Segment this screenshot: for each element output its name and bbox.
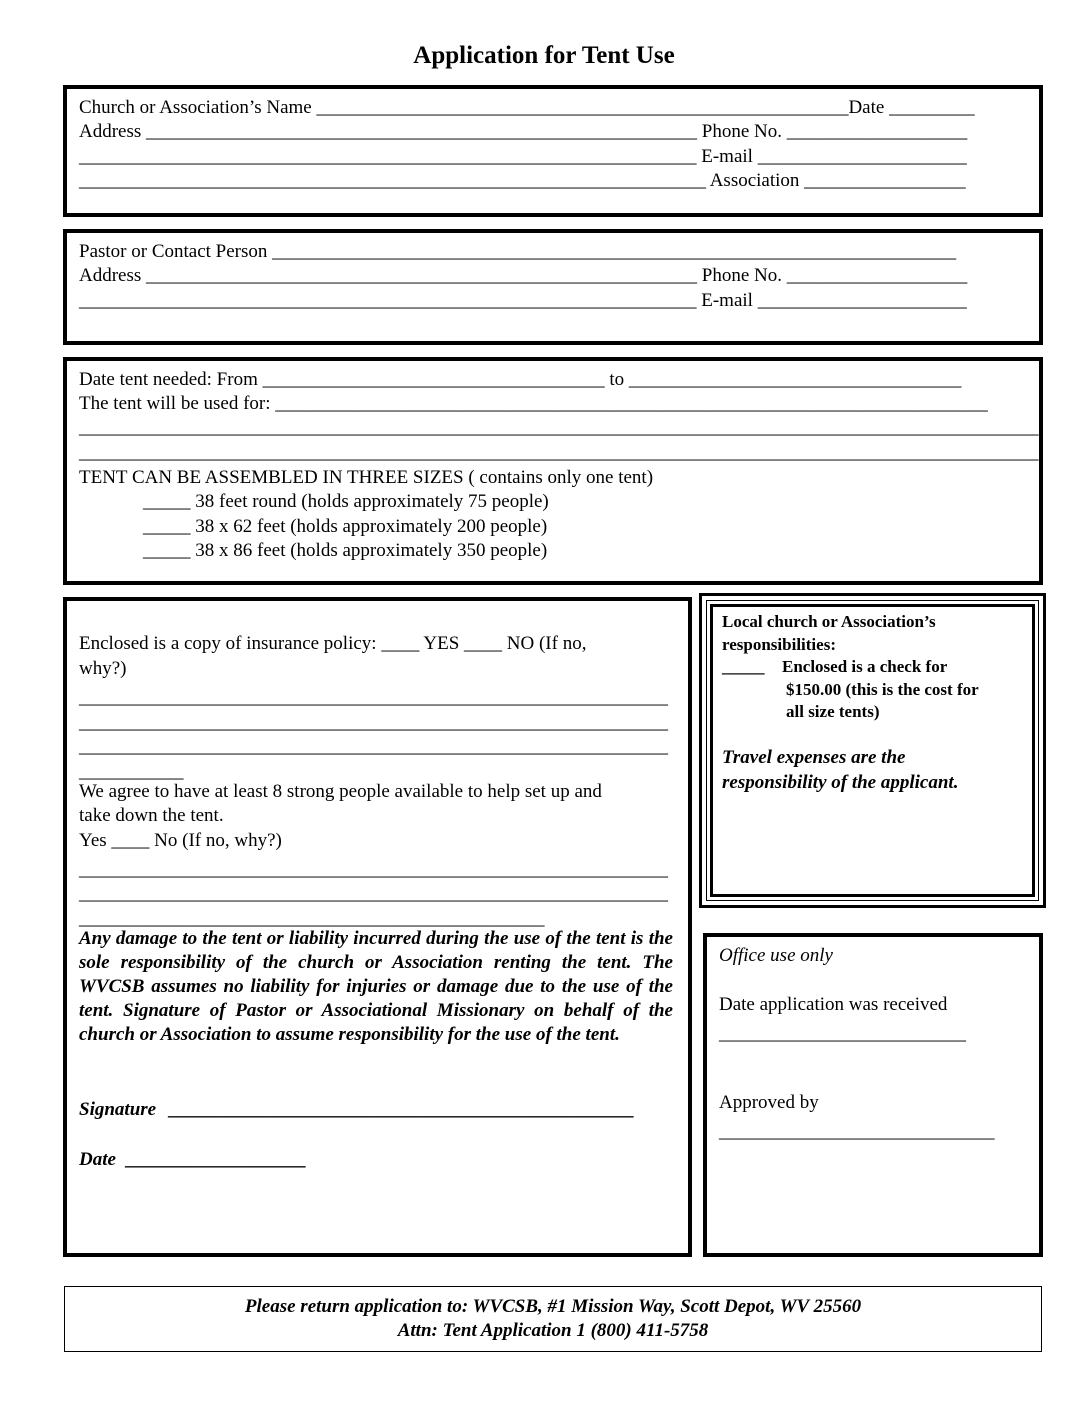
contact-email-line[interactable]: _________________________________________________________________ E-mail ______________________	[79, 290, 967, 311]
check-text: Enclosed is a check for	[782, 657, 948, 676]
return-attention: Attn: Tent Application 1 (800) 411-5758	[397, 1320, 709, 1341]
date-label: Date	[79, 1149, 116, 1170]
tent-use-line-3[interactable]: _____________________________________________________________________________________________________	[79, 442, 1039, 463]
insurance-question[interactable]: Enclosed is a copy of insurance policy: ____ YES ____ NO (If no,	[79, 633, 587, 654]
agreement-text: We agree to have at least 8 strong people available to help set up and	[79, 781, 602, 802]
church-address-line[interactable]: Address __________________________________________________________ Phone No. ___________________	[79, 121, 968, 142]
check-note: all size tents)	[786, 702, 880, 721]
tent-size-option-2[interactable]: _____ 38 x 62 feet (holds approximately 200 people)	[143, 516, 548, 537]
agreement-text-cont: take down the tent.	[79, 805, 224, 826]
insurance-reason-line-4[interactable]: ___________	[79, 761, 184, 782]
agreement-reason-line-2[interactable]: ______________________________________________________________	[79, 883, 668, 904]
approved-by-line[interactable]: _____________________________	[719, 1121, 995, 1142]
date-needed-line[interactable]: Date tent needed: From ____________________________________ to ___________________________________	[79, 369, 962, 390]
agreement-reason-line-1[interactable]: ______________________________________________________________	[79, 859, 668, 880]
insurance-question-cont: why?)	[79, 658, 127, 679]
liability-statement: Any damage to the tent or liability incurred during the use of the tent is the sole responsibility of the church or Association renting the tent. The WVCSB assumes no liability for injuries or damage due to the use of the tent. Signature of Pastor or Associational Missionary on behalf of the church or Association to assume responsibility for the use of the tent.	[79, 928, 673, 1045]
insurance-reason-line-1[interactable]: ______________________________________________________________	[79, 687, 668, 708]
responsibilities-heading-cont: responsibilities:	[722, 635, 836, 654]
insurance-reason-line-2[interactable]: ______________________________________________________________	[79, 712, 668, 733]
contact-person-line[interactable]: Pastor or Contact Person ________________________________________________________________________	[79, 241, 957, 262]
tent-use-line-2[interactable]: _____________________________________________________________________________________________________	[79, 417, 1039, 438]
date-line[interactable]: ___________________	[125, 1149, 306, 1170]
insurance-reason-line-3[interactable]: ______________________________________________________________	[79, 736, 668, 757]
page-title: Application for Tent Use	[413, 42, 675, 69]
tent-size-option-3[interactable]: _____ 38 x 86 feet (holds approximately 350 people)	[143, 540, 548, 561]
travel-note-cont: responsibility of the applicant.	[722, 772, 959, 793]
check-blank[interactable]: _____	[722, 657, 765, 676]
agreement-reason-line-3[interactable]: _________________________________________________	[79, 908, 545, 929]
agreement-yes-no[interactable]: Yes ____ No (If no, why?)	[79, 830, 282, 851]
contact-address-line[interactable]: Address __________________________________________________________ Phone No. ___________________	[79, 265, 968, 286]
travel-note: Travel expenses are the	[722, 747, 906, 768]
signature-label: Signature	[79, 1099, 157, 1120]
return-address: Please return application to: WVCSB, #1 Mission Way, Scott Depot, WV 25560	[244, 1296, 862, 1317]
tent-use-line[interactable]: The tent will be used for: ___________________________________________________________________________	[79, 393, 988, 414]
approved-by-label: Approved by	[719, 1092, 819, 1113]
tent-size-option-1[interactable]: _____ 38 feet round (holds approximately 75 people)	[143, 491, 549, 512]
church-association-line[interactable]: __________________________________________________________________ Association _________________	[79, 170, 966, 191]
church-name-line[interactable]: Church or Association’s Name ________________________________________________________Date _________	[79, 97, 975, 118]
tent-sizes-heading: TENT CAN BE ASSEMBLED IN THREE SIZES ( contains only one tent)	[79, 467, 654, 488]
church-email-line[interactable]: _________________________________________________________________ E-mail ______________________	[79, 146, 967, 167]
date-received-label: Date application was received	[719, 994, 948, 1015]
date-received-line[interactable]: __________________________	[719, 1023, 966, 1044]
office-use-heading: Office use only	[719, 945, 833, 966]
signature-line[interactable]: _________________________________________________	[168, 1099, 634, 1120]
responsibilities-heading: Local church or Association’s	[722, 612, 936, 631]
check-amount: $150.00 (this is the cost for	[786, 680, 979, 699]
